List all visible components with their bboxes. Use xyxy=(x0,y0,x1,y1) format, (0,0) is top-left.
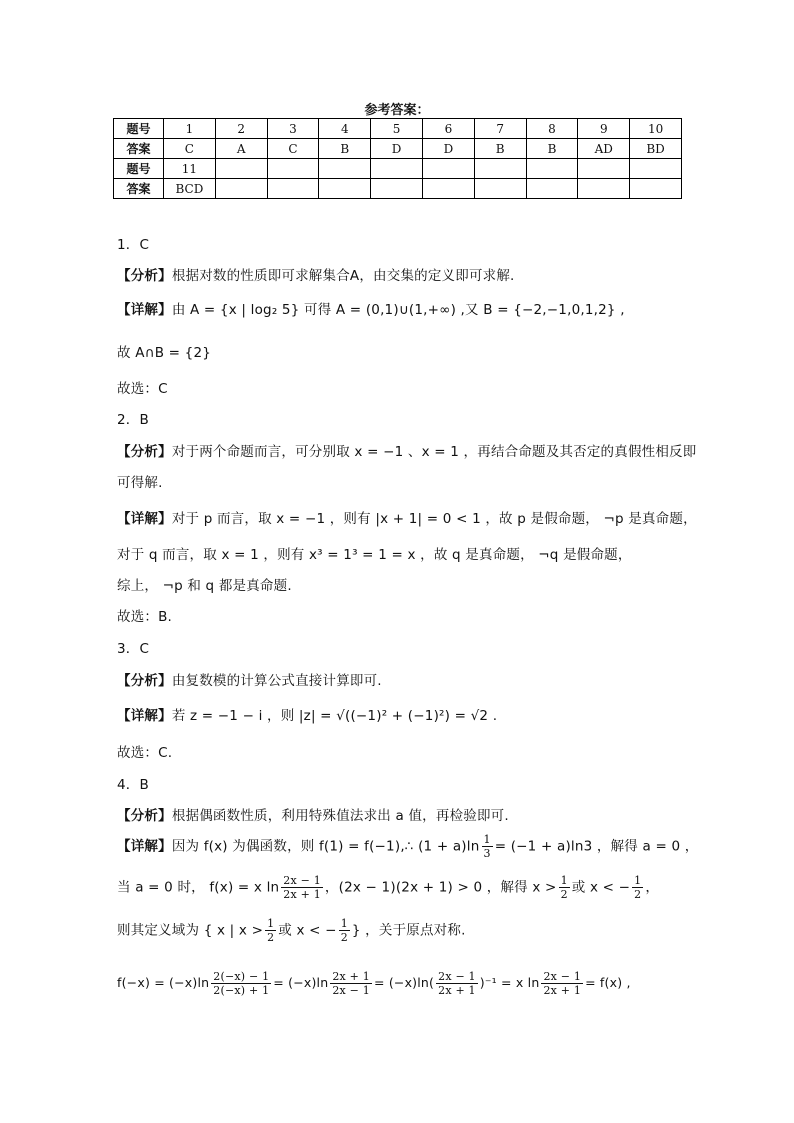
detail-tag: 【详解】 xyxy=(117,708,172,724)
table-cell xyxy=(578,179,630,199)
detail-text: 对于 p 而言，取 x = −1 ，则有 |x + 1| = 0 < 1 ，故 p 是假命题， ¬p 是真命题， xyxy=(171,511,697,527)
analysis-tag: 【分析】 xyxy=(117,673,172,689)
q4-line3: 则其定义域为 { x | x > $\frac{1}{2}$ 或 x < − $\frac{1}{2}$ } ，关于原点对称. xyxy=(117,917,466,944)
table-cell: A xyxy=(215,139,267,159)
q2-heading: 2．B xyxy=(117,412,149,428)
fraction: $\frac{1}{2}$ xyxy=(267,917,275,944)
table-row xyxy=(114,139,682,159)
table-cell: D xyxy=(422,139,474,159)
table-cell xyxy=(526,159,578,179)
detail-text: 若 z = −1 − i ，则 |z| = √((−1)² + (−1)²) = √2 . xyxy=(171,708,498,724)
fraction: $\frac{1}{3}$ xyxy=(483,833,491,860)
q2-choice: 故选：B. xyxy=(117,609,173,625)
table-cell: AD xyxy=(578,139,630,159)
table-cell xyxy=(215,179,267,199)
table-cell: 7 xyxy=(474,119,526,139)
table-cell: B xyxy=(474,139,526,159)
fraction: $\frac{1}{2}$ xyxy=(340,917,348,944)
q4-heading: 4．B xyxy=(117,777,149,793)
table-cell: 1 xyxy=(164,119,216,139)
table-cell xyxy=(526,179,578,199)
table-cell: 3 xyxy=(267,119,319,139)
table-cell: C xyxy=(164,139,216,159)
q4-analysis xyxy=(117,804,509,824)
q1-heading: 1．C xyxy=(117,237,150,253)
table-cell: 5 xyxy=(371,119,423,139)
q4-line4: f(−x) = (−x)ln $\frac{2(-x) - 1}{2(-x) + 1}$ = (−x)ln $\frac{2x + 1}{2x - 1}$ = (−x)ln( $\frac{2x - 1}{2x + 1}$ )⁻¹ = x ln $\frac{2x - 1}{2x + 1}$ = f(x) , xyxy=(117,970,631,997)
fraction: $\frac{2(-x) - 1}{2(-x) + 1}$ xyxy=(213,970,270,997)
q1-choice: 故选：C xyxy=(117,381,168,397)
table-cell: BD xyxy=(630,139,682,159)
analysis-text: 根据对数的性质即可求解集合A，由交集的定义即可求解. xyxy=(171,268,515,284)
q2-analysis xyxy=(117,440,696,460)
table-cell xyxy=(319,179,371,199)
table-cell: B xyxy=(526,139,578,159)
table-cell xyxy=(474,179,526,199)
analysis-tag: 【分析】 xyxy=(117,808,172,824)
q3-detail xyxy=(117,704,497,724)
answer-key-title: 参考答案： xyxy=(364,103,430,118)
table-row xyxy=(114,159,682,179)
q1-analysis xyxy=(117,264,515,284)
table-cell: 8 xyxy=(526,119,578,139)
q4-detail xyxy=(117,833,698,860)
detail-tag: 【详解】 xyxy=(117,511,172,527)
table-cell: B xyxy=(319,139,371,159)
table-cell: 11 xyxy=(164,159,216,179)
fraction: $\frac{2x - 1}{2x + 1}$ xyxy=(438,970,476,997)
analysis-text: 对于两个命题而言，可分别取 x = −1 、x = 1 ，再结合命题及其否定的真假性相反即 xyxy=(171,444,697,460)
table-cell xyxy=(422,159,474,179)
table-cell xyxy=(474,159,526,179)
analysis-text: 根据偶函数性质，利用特殊值法求出 a 值，再检验即可. xyxy=(171,808,509,824)
table-cell: 6 xyxy=(422,119,474,139)
analysis-tag: 【分析】 xyxy=(117,444,172,460)
q4-line2: 当 a = 0 时， f(x) = x ln $\frac{2x - 1}{2x + 1}$ ，(2x − 1)(2x + 1) > 0 ，解得 x > $\frac{1}{2}$ 或 x < − $\frac{1}{2}$ ， xyxy=(117,874,660,901)
table-header-cell: 题号 xyxy=(114,159,164,179)
detail-text: = (−1 + a)ln3 ，解得 a = 0 ， xyxy=(494,838,699,855)
table-cell xyxy=(578,159,630,179)
table-cell: 2 xyxy=(215,119,267,139)
fraction: $\frac{2x + 1}{2x - 1}$ xyxy=(332,970,370,997)
table-cell: C xyxy=(267,139,319,159)
q2-detail-line3: 综上， ¬p 和 q 都是真命题. xyxy=(117,578,292,594)
answer-table xyxy=(113,118,682,199)
q3-analysis xyxy=(117,669,382,689)
table-cell xyxy=(371,179,423,199)
q3-choice: 故选：C. xyxy=(117,745,173,761)
table-cell: 4 xyxy=(319,119,371,139)
table-cell: 9 xyxy=(578,119,630,139)
fraction: $\frac{1}{2}$ xyxy=(634,874,642,901)
table-cell: D xyxy=(371,139,423,159)
q2-detail-line2: 对于 q 而言，取 x = 1 ，则有 x³ = 1³ = 1 = x ，故 q 是真命题， ¬q 是假命题， xyxy=(117,547,632,563)
table-cell: 10 xyxy=(630,119,682,139)
q1-conclusion: 故 A∩B = {2} xyxy=(117,345,212,361)
detail-tag: 【详解】 xyxy=(117,838,172,855)
detail-tag: 【详解】 xyxy=(117,302,172,318)
table-header-cell: 答案 xyxy=(114,139,164,159)
detail-text: 由 A = {x | log₂ 5} 可得 A = (0,1)∪(1,+∞) ,又 B = {−2,−1,0,1,2} , xyxy=(171,302,625,318)
fraction: $\frac{2x - 1}{2x + 1}$ xyxy=(543,970,582,997)
table-cell xyxy=(630,179,682,199)
fraction: $\frac{2x - 1}{2x + 1}$ xyxy=(283,874,321,901)
table-row xyxy=(114,119,682,139)
table-cell xyxy=(422,179,474,199)
q2-detail xyxy=(117,507,697,527)
analysis-text: 由复数模的计算公式直接计算即可. xyxy=(171,673,382,689)
table-cell xyxy=(267,179,319,199)
table-cell xyxy=(267,159,319,179)
q1-detail xyxy=(117,298,625,318)
q2-analysis-cont: 可得解. xyxy=(117,475,163,491)
table-cell xyxy=(371,159,423,179)
table-cell xyxy=(215,159,267,179)
table-header-cell: 答案 xyxy=(114,179,164,199)
table-cell xyxy=(319,159,371,179)
fraction: $\frac{1}{2}$ xyxy=(560,874,568,901)
table-cell: BCD xyxy=(164,179,216,199)
q3-heading: 3．C xyxy=(117,641,150,657)
detail-text: 因为 f(x) 为偶函数，则 f(1) = f(−1),∴ (1 + a)ln xyxy=(171,838,480,855)
table-row xyxy=(114,179,682,199)
analysis-tag: 【分析】 xyxy=(117,268,172,284)
table-header-cell: 题号 xyxy=(114,119,164,139)
table-cell xyxy=(630,159,682,179)
